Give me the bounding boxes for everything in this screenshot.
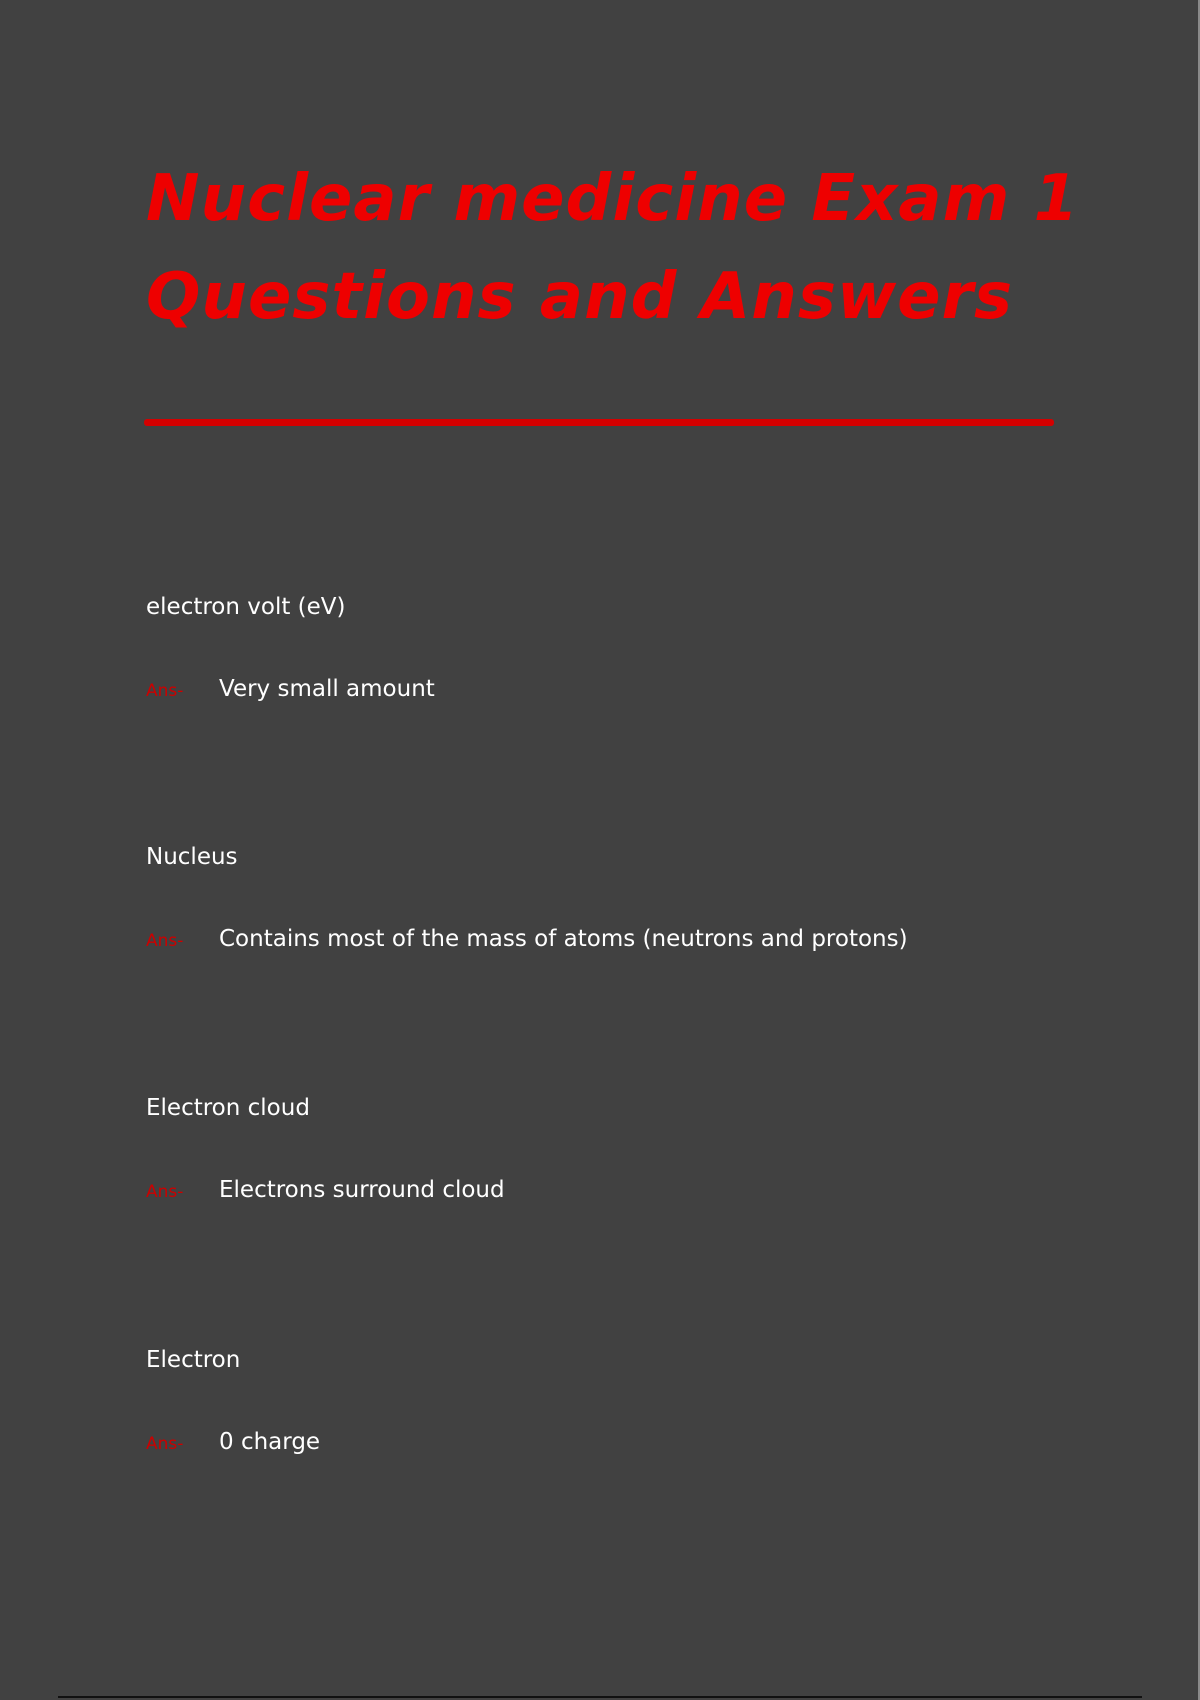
title-line-1: Nuclear medicine Exam 1 bbox=[146, 162, 1080, 236]
qa-item bbox=[146, 842, 1106, 956]
answer-row bbox=[146, 1175, 1106, 1207]
answer-text: Contains most of the mass of atoms (neutrons and protons) bbox=[219, 926, 908, 952]
answer-text: 0 charge bbox=[219, 1429, 321, 1455]
title-divider bbox=[144, 419, 1054, 426]
qa-item bbox=[146, 1093, 1106, 1207]
answer-label: Ans- bbox=[146, 681, 184, 701]
answer-label: Ans- bbox=[146, 1434, 184, 1454]
answer-text: Very small amount bbox=[219, 676, 435, 702]
answer-row bbox=[146, 1427, 1106, 1459]
document-title bbox=[146, 150, 1096, 346]
qa-item bbox=[146, 1345, 1106, 1459]
qa-item bbox=[146, 592, 1106, 706]
answer-row bbox=[146, 924, 1106, 956]
title-line-2: Questions and Answers bbox=[146, 260, 1014, 334]
question-text: electron volt (eV) bbox=[146, 594, 346, 620]
question-text: Electron cloud bbox=[146, 1095, 310, 1121]
question-text: Nucleus bbox=[146, 844, 238, 870]
answer-label: Ans- bbox=[146, 931, 184, 951]
answer-row bbox=[146, 674, 1106, 706]
page-footer-rule bbox=[58, 1696, 1142, 1698]
answer-label: Ans- bbox=[146, 1182, 184, 1202]
question-text: Electron bbox=[146, 1347, 241, 1373]
answer-text: Electrons surround cloud bbox=[219, 1177, 505, 1203]
